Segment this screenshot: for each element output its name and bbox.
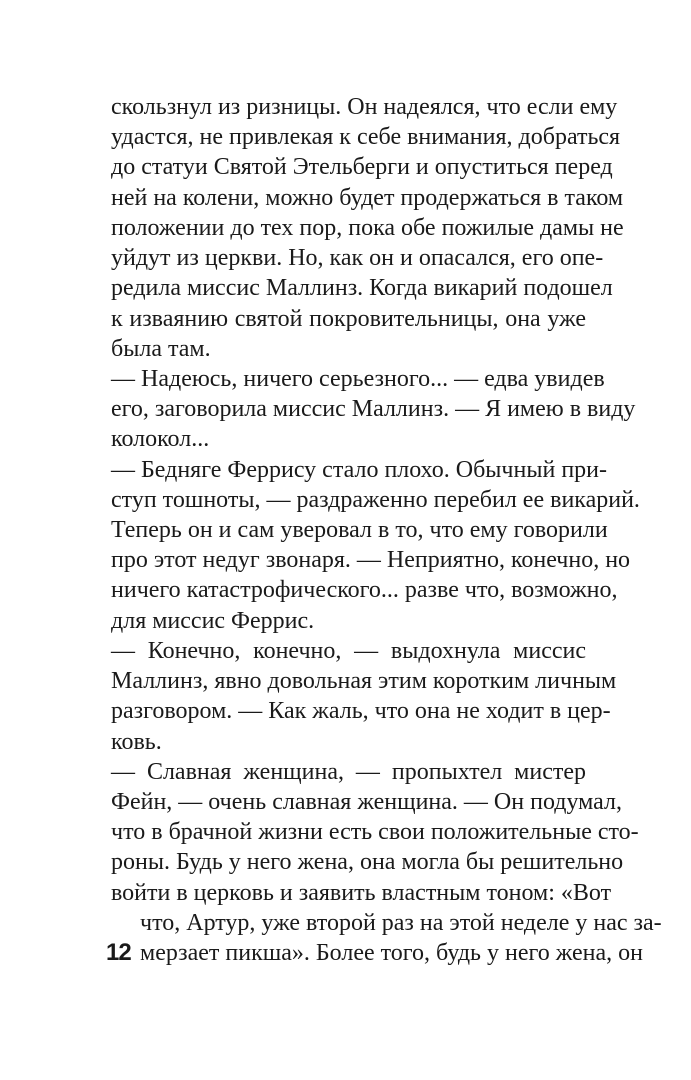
text-line: удастся, не привлекая к себе внимания, добраться xyxy=(111,124,621,150)
text-line: — Бедняге Феррису стало плохо. Обычный при- xyxy=(111,457,607,483)
page-number: 12 xyxy=(106,939,131,966)
text-line: что в брачной жизни есть свои положительные сто- xyxy=(111,819,639,845)
text-line: до статуи Святой Этельберги и опуститься перед xyxy=(111,154,613,180)
text-line: — Славная женщина, — пропыхтел мистер xyxy=(111,759,586,785)
text-line: разговором. — Как жаль, что она не ходит в цер- xyxy=(111,698,611,724)
text-line: скользнул из ризницы. Он надеялся, что если ему xyxy=(111,94,618,120)
text-line: ковь. xyxy=(111,729,162,755)
text-line: ничего катастрофического... разве что, возможно, xyxy=(111,577,618,603)
text-line: ней на колени, можно будет продержаться в таком xyxy=(111,185,624,211)
text-line: редила миссис Маллинз. Когда викарий подошел xyxy=(111,275,613,301)
text-line: для миссис Феррис. xyxy=(111,608,315,634)
text-line: к изваянию святой покровительницы, она уже xyxy=(111,306,586,332)
text-line: его, заговорила миссис Маллинз. — Я имею в виду xyxy=(111,396,636,422)
text-line: уйдут из церкви. Но, как он и опасался, его опе- xyxy=(111,245,604,271)
text-line: Маллинз, явно довольная этим коротким личным xyxy=(111,668,617,694)
text-line: роны. Будь у него жена, она могла бы решительно xyxy=(111,849,624,875)
text-line: Фейн, — очень славная женщина. — Он подумал, xyxy=(111,789,623,815)
text-line: Теперь он и сам уверовал в то, что ему говорили xyxy=(111,517,608,543)
text-line: что, Артур, уже второй раз на этой неделе у нас за- xyxy=(140,910,662,936)
text-line: войти в церковь и заявить властным тоном: «Вот xyxy=(111,880,612,906)
text-line: положении до тех пор, пока обе пожилые дамы не xyxy=(111,215,624,241)
text-line: — Надеюсь, ничего серьезного... — едва увидев xyxy=(111,366,605,392)
text-line: была там. xyxy=(111,336,211,362)
text-line: ступ тошноты, — раздраженно перебил ее викарий. xyxy=(111,487,640,513)
text-line: колокол... xyxy=(111,426,210,452)
text-line: — Конечно, конечно, — выдохнула миссис xyxy=(111,638,586,664)
text-line: мерзает пикша». Более того, будь у него жена, он xyxy=(140,940,643,966)
text-line: про этот недуг звонаря. — Неприятно, конечно, но xyxy=(111,547,631,573)
